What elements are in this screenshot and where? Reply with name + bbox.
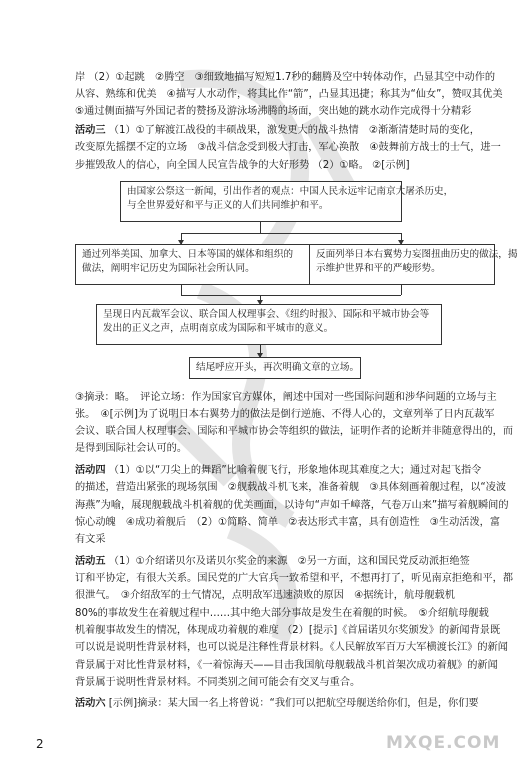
answer-line: ⑤通过侧面描写外国记者的赞扬及游泳场沸腾的场面，突出她的跳水动作完成得十分精彩	[75, 106, 472, 117]
answer-line: 可以说是说明性背景材料，也可以说是注释性背景材料。《人民解放军百万大军横渡长江》的新闻	[75, 642, 508, 653]
diagram-box-left: 通过列举美国、加拿大、日本等国的媒体和组织的 做法，阐明牢记历史为国际社会所认同。	[75, 244, 312, 285]
answer-line: 很泄气。 ③介绍敌军的士气情况，点明敌军迅速溃败的原因 ④据统计，航母舰载机	[75, 590, 455, 601]
activity-6-line: 活动六 [示例]摘录：某大国一名上将曾说：“我们可以把航空母舰送给你们，但是，你们要	[75, 698, 479, 709]
answer-line: 背景属于对比性背景材料，《一着惊海天——目击我国航母舰载战斗机首架次成功着舰》的新闻	[75, 660, 498, 671]
answer-line: 张。 ④[示例]为了说明日本右翼势力的做法是倒行逆施、不得人心的，文章列举了日内瓦裁军	[75, 409, 495, 420]
page-number: 2	[36, 737, 44, 751]
answer-line: 有文采	[75, 534, 106, 545]
answer-line: 背景属于说明性背景材料。不同类别之间可能会有交叉与重合。	[75, 677, 361, 688]
diagram-box-middle: 呈现日内瓦裁军会议、联合国人权理事会、《纽约时报》、国际和平城市协会等 发出的正义之声，点明南京成为国际和平城市的意义。	[96, 304, 442, 345]
diagram-box-top: 由国家公祭这一新闻，引出作者的观点：中国人民永远牢记南京大屠杀历史， 与全世界爱好和平与正义的人们共同维护和平。	[120, 181, 402, 222]
watermark-logo: MXQE.COM	[386, 733, 501, 753]
answer-line: 改变原先摇摆不定的立场 ③战斗信念受到极大打击，军心涣散 ④鼓舞前方战士的士气，进一	[75, 142, 501, 153]
answer-line: 机着舰事故发生的情况，体现成功着舰的难度 （2）[提示]《首届诺贝尔奖颁发》的新闻背景既	[75, 625, 501, 636]
answer-line: 惊心动魄 ④成功着舰后 （2）①简略、简单 ②表达形式丰富，具有创造性 ③生动活泼，富	[75, 517, 501, 528]
answer-line: 从容、熟练和优美 ④描写人水动作，将其比作“箭”，凸显其迅捷；称其为“仙女”，赞叹其优美	[75, 89, 503, 100]
activity-heading: 活动四	[75, 465, 106, 476]
answer-line: 海燕”为喻，展现舰载战斗机着舰的优美画面，以诗句“声如千嶂落，气卷万山来”描写着舰瞬间的	[75, 500, 509, 511]
answer-line: ③摘录：略。 评论立场：作为国家官方媒体，阐述中国对一些国际问题和涉华问题的立场与主	[75, 392, 497, 403]
diagram-box-right: 反面列举日本右翼势力妄图扭曲历史的做法，揭 示维护世界和平的严峻形势。	[309, 244, 495, 285]
activity-4-line: 活动四 （1）①以“刀尖上的舞蹈”比喻着舰飞行，形象地体现其难度之大；通过对起飞指令	[75, 465, 482, 476]
answer-line: 80%的事故发生在着舰过程中……其中绝大部分事故是发生在着舰的时候。 ⑤介绍航母舰载	[75, 608, 489, 619]
activity-5-line: 活动五 （1）①介绍诺贝尔及诺贝尔奖金的来源 ②另一方面，这和国民党反动派拒绝签	[75, 556, 470, 567]
diagram-box-bottom: 结尾呼应开头，再次明确文章的立场。	[189, 357, 361, 379]
answer-line: 订和平协定，有很大关系。国民党的广大官兵一致希望和平，不想再打了，听见南京拒绝和平，都	[75, 573, 514, 584]
activity-heading: 活动五	[75, 556, 106, 567]
activity-3-line: 活动三 （1）①了解渡江战役的丰硕战果，激发更大的战斗热情 ②渐渐清楚时局的变化，	[75, 125, 480, 136]
answer-line: 步摧毁敌人的信心，向全国人民宣告战争的大好形势 （2）①略。 ②[示例]	[75, 160, 410, 171]
answer-line: 岸 （2）①起跳 ②腾空 ③细致地描写短短1.7秒的翻腾及空中转体动作，凸显其空中动作的	[75, 72, 496, 83]
answer-line: 的描述，营造出紧张的现场氛围 ②舰载战斗机飞来，准备着舰 ③具体刻画着舰过程，以“凌波	[75, 482, 507, 493]
answer-line: 会议、联合国人权理事会、国际和平城市协会等组织的做法，证明作者的论断并非随意得出的，而	[75, 426, 514, 437]
activity-heading: 活动六	[75, 698, 106, 709]
answer-line: 是得到国际社会认可的。	[75, 443, 188, 454]
activity-heading: 活动三	[75, 125, 106, 136]
